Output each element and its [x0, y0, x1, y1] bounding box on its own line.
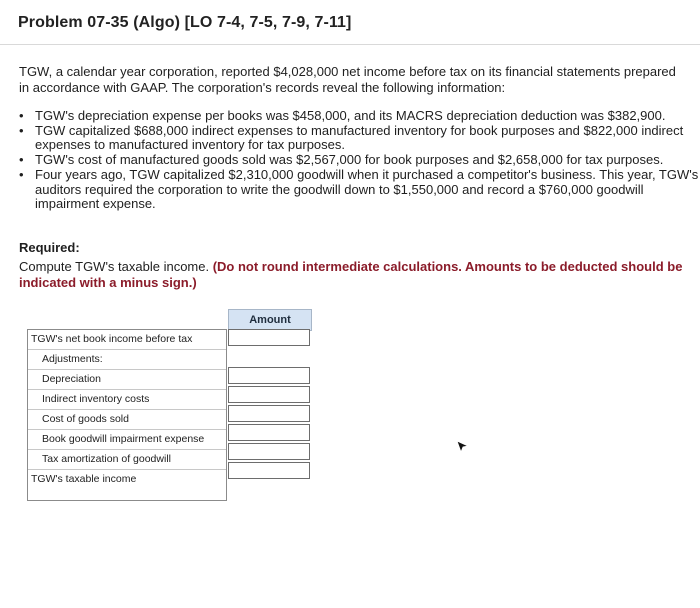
problem-intro: TGW, a calendar year corporation, reported $4,028,000 net income before tax on its financial statements prepared in accordance with GAAP. The corporation's records reveal the following information: [19, 64, 676, 95]
amount-inputs [228, 329, 310, 481]
label-net-book-income: TGW's net book income before tax [28, 330, 226, 350]
taxable-income-input[interactable] [228, 462, 310, 479]
adjustments-spacer [228, 348, 310, 365]
label-cost-of-goods-sold: Cost of goods sold [28, 410, 226, 430]
cost-of-goods-sold-input[interactable] [228, 405, 310, 422]
label-depreciation: Depreciation [28, 370, 226, 390]
tax-amortization-goodwill-input[interactable] [228, 443, 310, 460]
required-text [19, 259, 689, 290]
book-goodwill-impairment-input[interactable] [228, 424, 310, 441]
label-adjustments: Adjustments: [28, 350, 226, 370]
label-taxable-income: TGW's taxable income [31, 473, 137, 485]
problem-title: Problem 07-35 (Algo) [LO 7-4, 7-5, 7-9, 7-11] [18, 14, 352, 31]
depreciation-input[interactable] [228, 367, 310, 384]
label-indirect-inventory-costs: Indirect inventory costs [28, 390, 226, 410]
required-task: Compute TGW's taxable income. [19, 259, 210, 274]
fact-goodwill: • Four years ago, TGW capitalized $2,310,000 goodwill when it purchased a competitor's business. This year, TGW's auditors required the corporation to write the goodwill down to $1,550,000 and record a $760,000 goodwill impairment expense. [19, 168, 699, 212]
row-labels [27, 329, 227, 501]
facts-list [19, 109, 699, 212]
required-instruction: (Do not round intermediate calculations. Amounts to be deducted should be indicated with a minus sign.) [19, 259, 683, 290]
indirect-inventory-costs-input[interactable] [228, 386, 310, 403]
required-heading: Required: [19, 240, 80, 255]
fact-indirect-costs: • TGW capitalized $688,000 indirect expenses to manufactured inventory for book purposes and $822,000 indirect expenses to manufactured inventory for tax purposes. [19, 124, 699, 153]
label-tax-amortization-goodwill: Tax amortization of goodwill [28, 450, 226, 470]
fact-cogs: • TGW's cost of manufactured goods sold was $2,567,000 for book purposes and $2,658,000 for tax purposes. [19, 153, 699, 168]
mouse-cursor-icon [456, 440, 470, 454]
fact-depreciation: • TGW's depreciation expense per books was $458,000, and its MACRS depreciation deduction was $382,900. [19, 109, 699, 124]
amount-column-header: Amount [228, 309, 312, 331]
label-book-goodwill-impairment: Book goodwill impairment expense [28, 430, 226, 450]
title-divider [0, 44, 700, 45]
net-book-income-input[interactable] [228, 329, 310, 346]
